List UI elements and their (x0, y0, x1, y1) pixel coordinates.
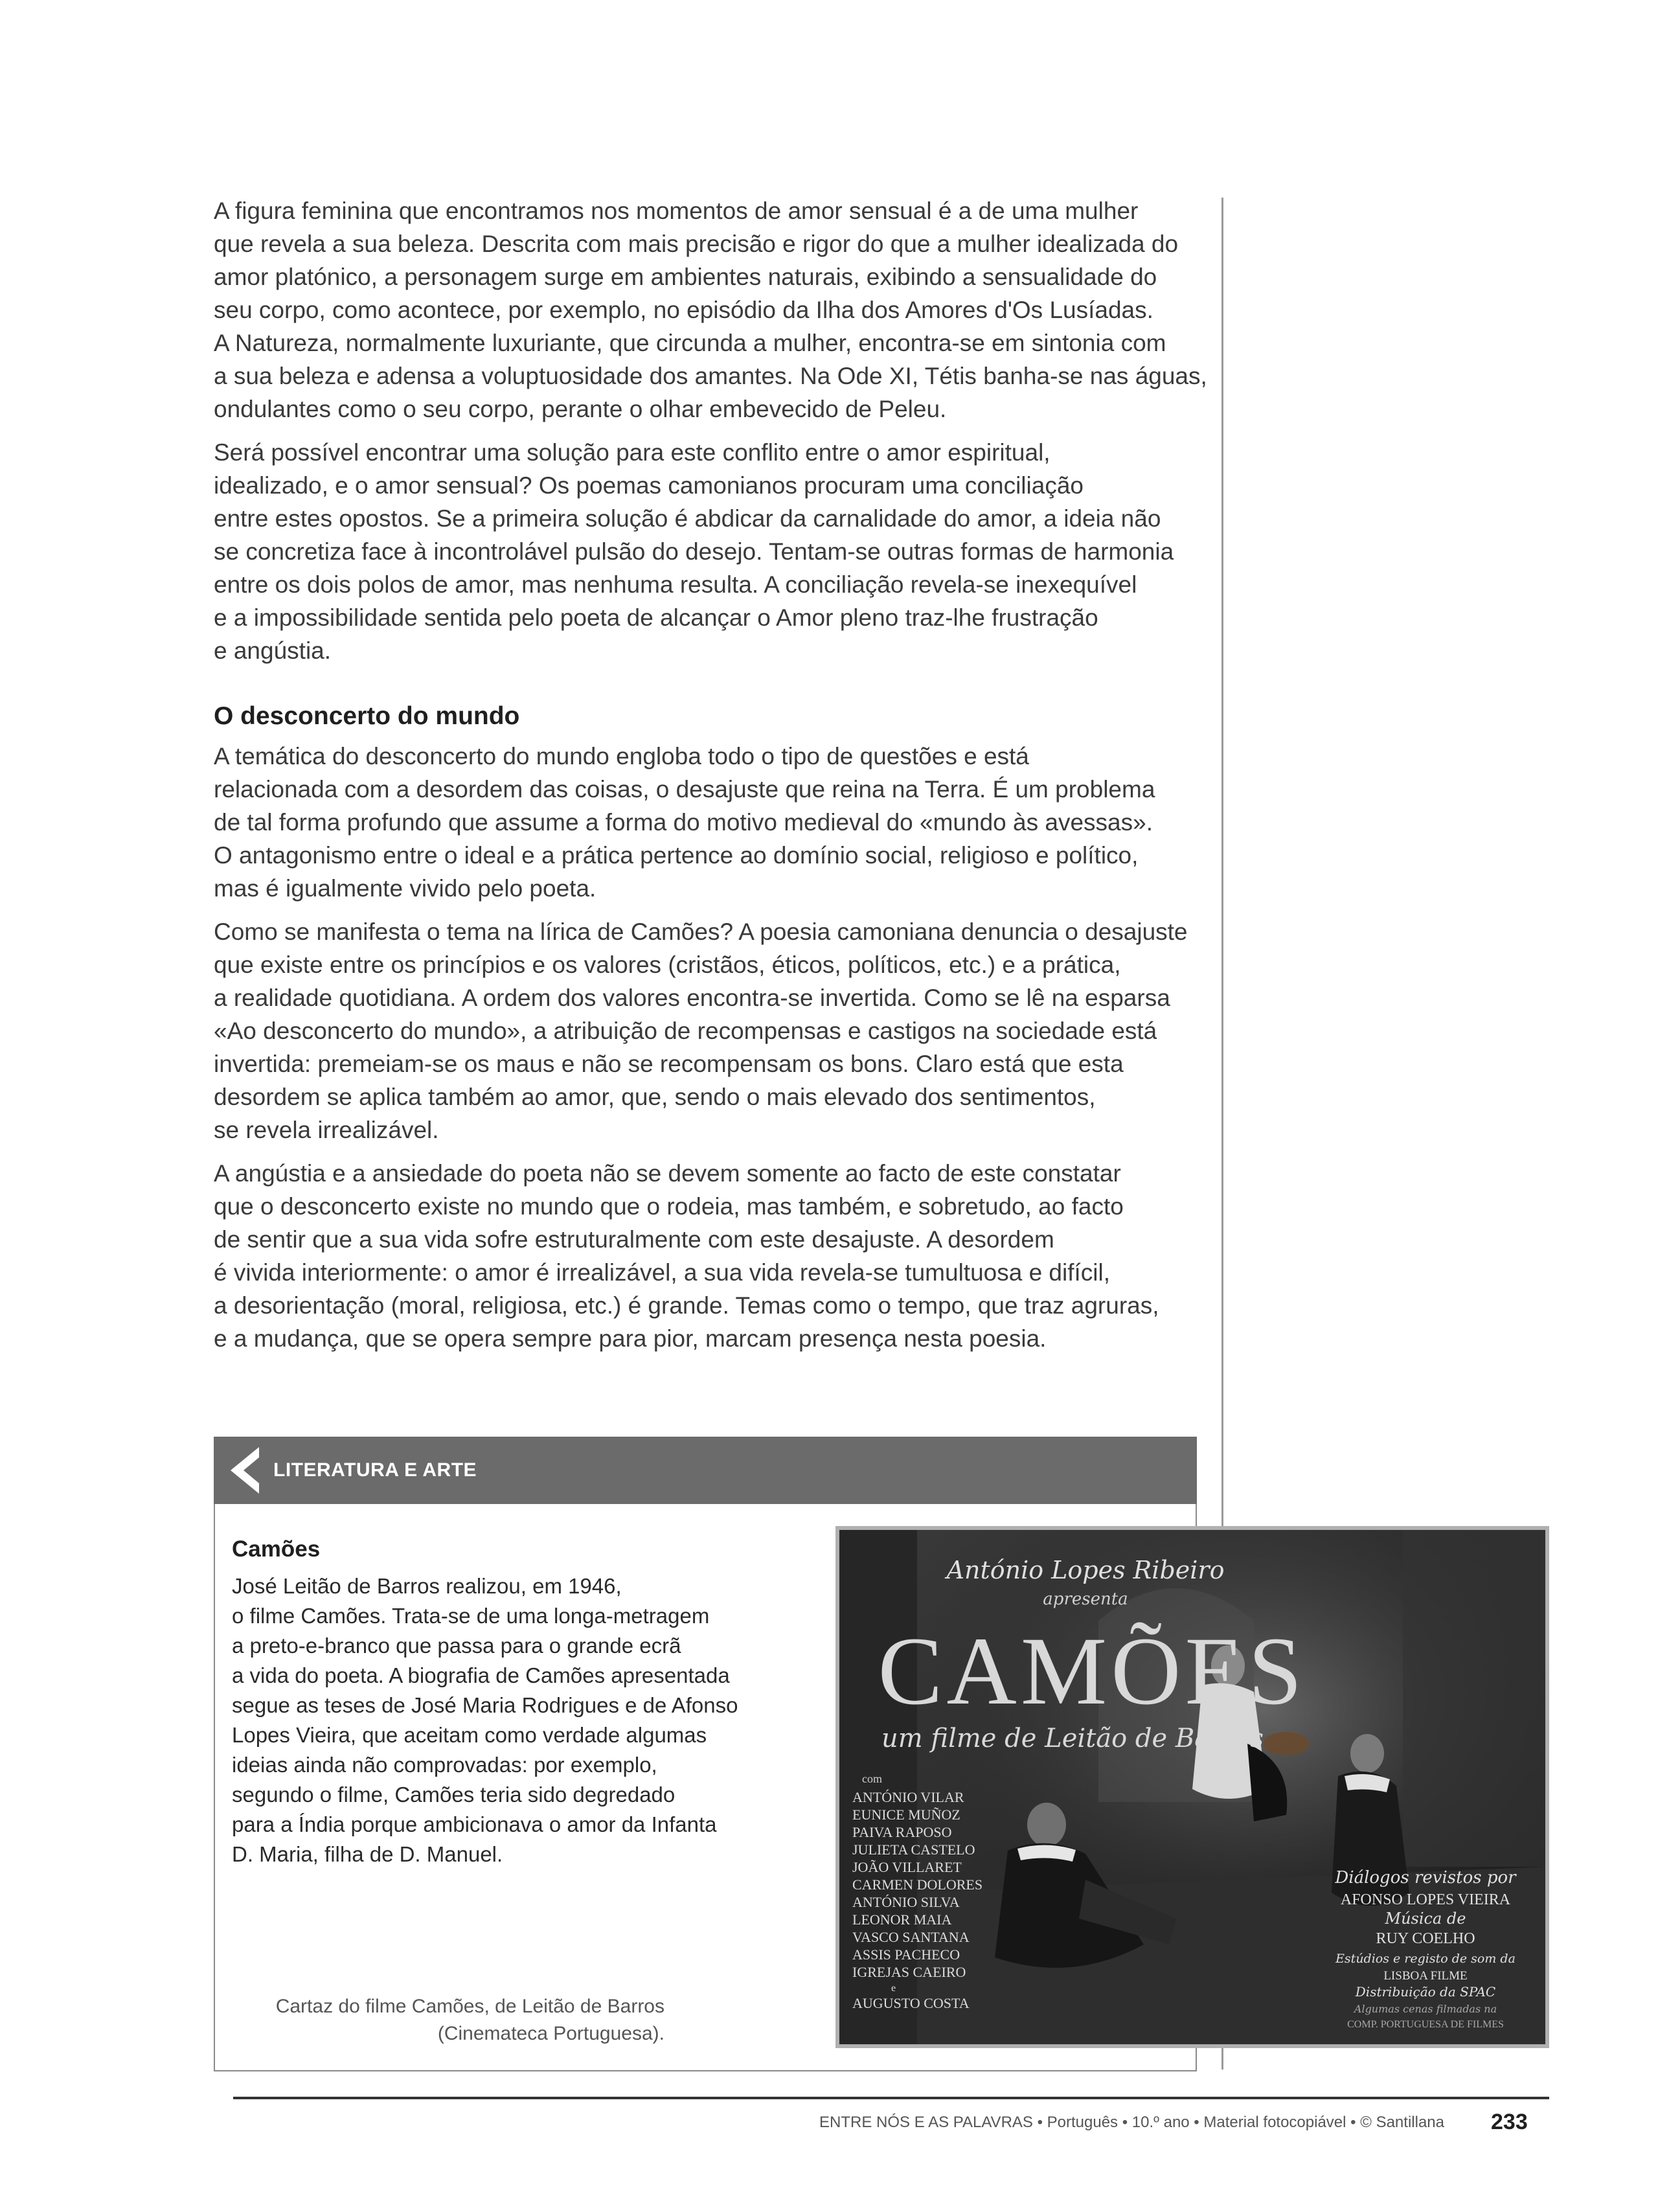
cast-name: ANTÓNIO VILAR (852, 1789, 964, 1805)
text-line: entre estes opostos. Se a primeira solução é abdicar da carnalidade do amor, a ideia não (214, 505, 1161, 532)
poster-presents: apresenta (1043, 1590, 1128, 1609)
credit-line: Música de (1385, 1910, 1466, 1928)
box-text-line: a vida do poeta. A biografia de Camões apresentada (232, 1663, 730, 1687)
text-line: A temática do desconcerto do mundo engloba todo o tipo de questões e está (214, 743, 1029, 770)
cast-name: e (891, 1983, 896, 1994)
cast-name: EUNICE MUÑOZ (852, 1807, 960, 1823)
box-text (232, 1571, 880, 1869)
text-line: amor platónico, a personagem surge em ambientes naturais, exibindo a sensualidade do (214, 264, 1157, 290)
credit-line: AFONSO LOPES VIEIRA (1340, 1891, 1511, 1908)
text-line: que o desconcerto existe no mundo que o rodeia, mas também, e sobretudo, ao facto (214, 1193, 1124, 1220)
text-line: A figura feminina que encontramos nos momentos de amor sensual é a de uma mulher (214, 198, 1139, 224)
text-line: e a impossibilidade sentida pelo poeta de alcançar o Amor pleno traz-lhe frustração (214, 604, 1098, 631)
credit-line: Estúdios e registo de som da (1335, 1952, 1516, 1966)
credit-line: RUY COELHO (1376, 1930, 1475, 1947)
text-line: A angústia e a ansiedade do poeta não se devem somente ao facto de este constatar (214, 1160, 1121, 1187)
text-line: e a mudança, que se opera sempre para pior, marcam presença nesta poesia. (214, 1325, 1047, 1352)
film-poster-art (839, 1530, 1545, 2044)
credit-line: Algumas cenas filmadas na (1354, 2003, 1497, 2015)
text-line: «Ao desconcerto do mundo», a atribuição de recompensas e castigos na sociedade está (214, 1018, 1157, 1044)
cast-name: ANTÓNIO SILVA (852, 1894, 960, 1910)
credit-line: COMP. PORTUGUESA DE FILMES (1347, 2019, 1504, 2030)
cast-name: CARMEN DOLORES (852, 1876, 983, 1893)
box-text-line: segue as teses de José Maria Rodrigues e de Afonso (232, 1693, 738, 1717)
text-line: entre os dois polos de amor, mas nenhuma resulta. A conciliação revela-se inexequível (214, 571, 1137, 598)
cast-name: PAIVA RAPOSO (852, 1824, 952, 1840)
caption-line: (Cinemateca Portuguesa). (437, 2023, 664, 2044)
credit-line: Diálogos revistos por (1335, 1868, 1516, 1887)
text-line: A Natureza, normalmente luxuriante, que circunda a mulher, encontra-se em sintonia com (214, 330, 1166, 356)
text-line: a desorientação (moral, religiosa, etc.) é grande. Temas como o tempo, que traz agruras, (214, 1292, 1159, 1319)
footer-rule (233, 2097, 1549, 2099)
cast-name: IGREJAS CAEIRO (852, 1964, 966, 1980)
text-line: mas é igualmente vivido pelo poeta. (214, 875, 596, 902)
text-line: é vivida interiormente: o amor é irrealizável, a sua vida revela-se tumultuosa e difícil, (214, 1259, 1111, 1286)
text-line: se revela irrealizável. (214, 1117, 439, 1143)
footer-text: ENTRE NÓS E AS PALAVRAS • Português • 10.º ano • Material fotocopiável • © Santillana (819, 2114, 1444, 2131)
caption-line: Cartaz do filme Camões, de Leitão de Barros (275, 1996, 664, 2017)
box-text-line: a preto-e-branco que passa para o grande ecrã (232, 1634, 681, 1658)
cast-name: VASCO SANTANA (852, 1929, 970, 1945)
paragraph-tematica (214, 740, 1221, 905)
text-line: de sentir que a sua vida sofre estruturalmente com este desajuste. A desordem (214, 1226, 1054, 1253)
text-line: se concretiza face à incontrolável pulsão do desejo. Tentam-se outras formas de harmonia (214, 538, 1174, 565)
box-text-line: o filme Camões. Trata-se de uma longa-metragem (232, 1604, 710, 1628)
section-heading: O desconcerto do mundo (214, 702, 520, 730)
text-line: e angústia. (214, 637, 332, 664)
main-text-column (214, 194, 1221, 1365)
text-line: de tal forma profundo que assume a forma do motivo medieval do «mundo às avessas». (214, 809, 1153, 836)
chevron-left-icon (225, 1446, 262, 1495)
page-number: 233 (1491, 2110, 1528, 2134)
text-line: que revela a sua beleza. Descrita com mais precisão e rigor do que a mulher idealizada do (214, 231, 1179, 257)
poster-com: com (862, 1772, 882, 1785)
literatura-arte-label: LITERATURA E ARTE (273, 1459, 477, 1481)
poster-film-title: CAMÕES (878, 1617, 1306, 1725)
text-line: desordem se aplica também ao amor, que, sendo o mais elevado dos sentimentos, (214, 1084, 1096, 1110)
text-line: seu corpo, como acontece, por exemplo, no episódio da Ilha dos Amores d'Os Lusíadas. (214, 297, 1153, 323)
paragraph-lirica (214, 915, 1221, 1146)
box-text-line: José Leitão de Barros realizou, em 1946, (232, 1574, 622, 1598)
text-line: que existe entre os princípios e os valores (cristãos, éticos, políticos, etc.) e a prática, (214, 952, 1121, 978)
text-line: ondulantes como o seu corpo, perante o olhar embevecido de Peleu. (214, 396, 947, 422)
cast-name: JULIETA CASTELO (852, 1841, 975, 1858)
text-line: invertida: premeiam-se os maus e não se recompensam os bons. Claro está que esta (214, 1051, 1124, 1077)
box-text-line: Lopes Vieira, que aceitam como verdade algumas (232, 1723, 707, 1747)
credit-line: LISBOA FILME (1383, 1969, 1468, 1983)
poster-subtitle: um filme de Leitão de Barros (881, 1724, 1264, 1753)
text-line: a realidade quotidiana. A ordem dos valores encontra-se invertida. Como se lê na esparsa (214, 985, 1170, 1011)
paragraph-angustia (214, 1157, 1221, 1355)
literatura-arte-header (214, 1437, 1197, 1504)
text-line: relacionada com a desordem das coisas, o desajuste que reina na Terra. É um problema (214, 776, 1155, 803)
text-line: idealizado, e o amor sensual? Os poemas camonianos procuram uma conciliação (214, 472, 1084, 499)
paragraph-conciliacao (214, 436, 1221, 667)
box-title: Camões (232, 1536, 321, 1562)
text-line: Será possível encontrar uma solução para este conflito entre o amor espiritual, (214, 439, 1050, 466)
film-poster-image (835, 1526, 1549, 2048)
box-text-line: para a Índia porque ambicionava o amor da Infanta (232, 1812, 717, 1836)
cast-name: LEONOR MAIA (852, 1911, 952, 1928)
poster-caption (276, 1993, 664, 2047)
text-line: Como se manifesta o tema na lírica de Camões? A poesia camoniana denuncia o desajuste (214, 918, 1188, 945)
credit-line: Distribuição da SPAC (1355, 1984, 1496, 2000)
cast-name: JOÃO VILLARET (852, 1859, 962, 1875)
paragraph-amor-sensual (214, 194, 1221, 426)
box-text-line: ideias ainda não comprovadas: por exemplo, (232, 1753, 657, 1777)
text-line: O antagonismo entre o ideal e a prática pertence ao domínio social, religioso e político, (214, 842, 1139, 869)
poster-presenter: António Lopes Ribeiro (946, 1556, 1225, 1584)
box-text-line: D. Maria, filha de D. Manuel. (232, 1842, 503, 1866)
box-text-line: segundo o filme, Camões teria sido degredado (232, 1783, 676, 1807)
cast-name: AUGUSTO COSTA (852, 1995, 970, 2011)
text-line: a sua beleza e adensa a voluptuosidade dos amantes. Na Ode XI, Tétis banha-se nas águas, (214, 363, 1207, 389)
cast-name: ASSIS PACHECO (852, 1946, 960, 1963)
